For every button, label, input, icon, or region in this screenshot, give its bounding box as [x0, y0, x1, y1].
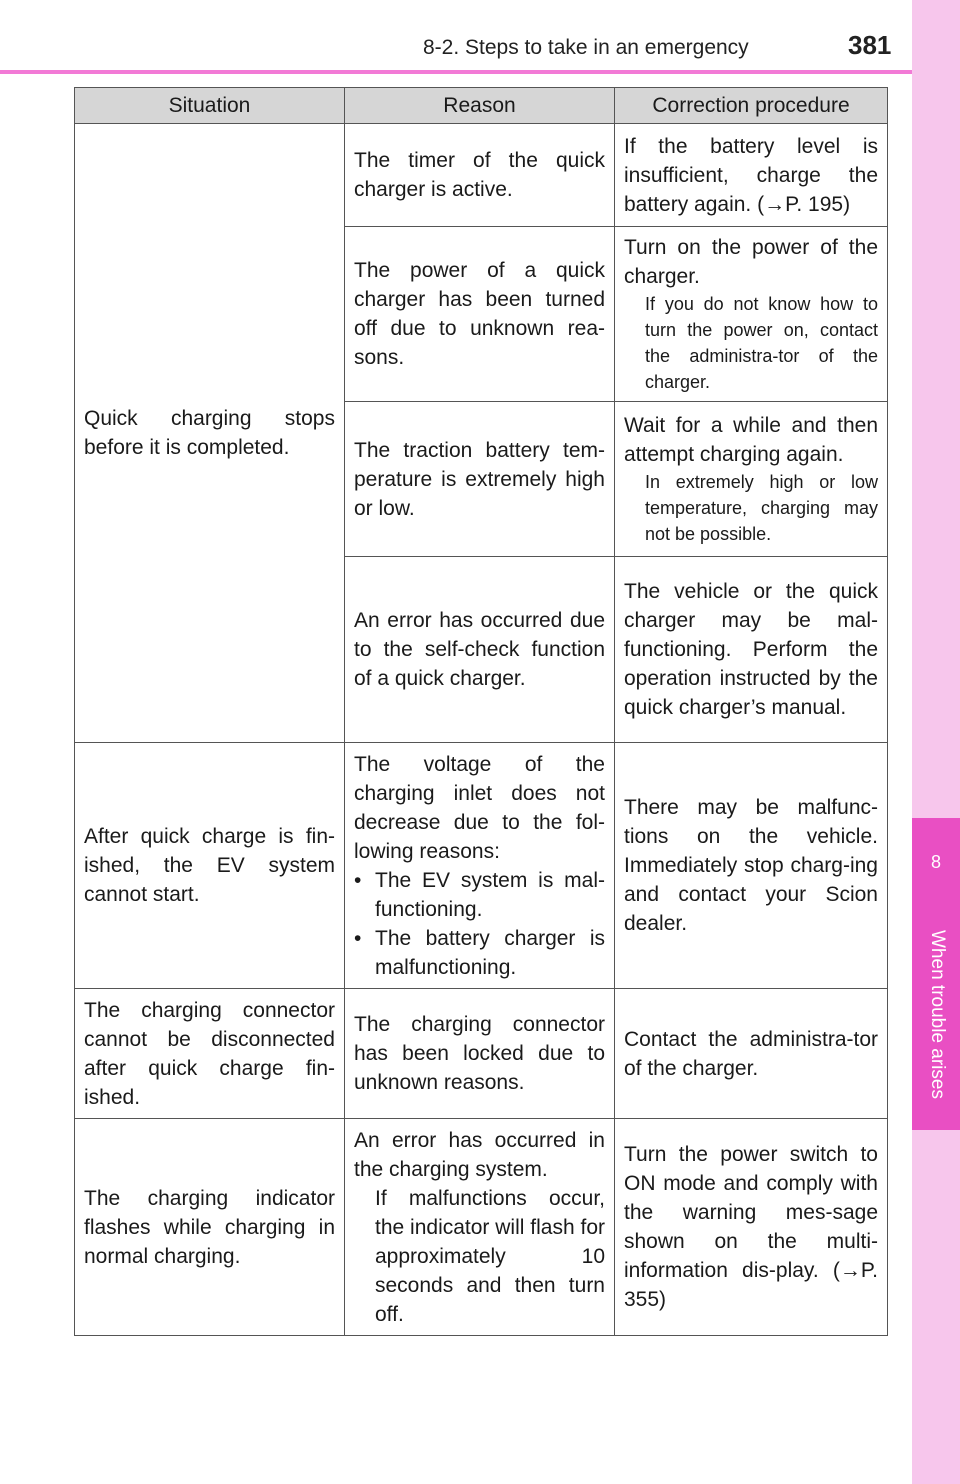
table-row: [75, 124, 888, 227]
column-header-situation: Situation: [75, 88, 345, 124]
correction-text: Wait for a while and then attempt charging again.: [624, 414, 878, 466]
reason-cell: The power of a quick charger has been turned off due to unknown rea-sons.: [345, 227, 615, 402]
reason-cell: [345, 1119, 615, 1336]
column-header-correction: Correction procedure: [615, 88, 888, 124]
correction-cell: [615, 402, 888, 557]
troubleshooting-table: [74, 87, 888, 1336]
table-row: [75, 743, 888, 989]
reason-cell: An error has occurred due to the self-check function of a quick charger.: [345, 557, 615, 743]
correction-cell: The vehicle or the quick charger may be mal-functioning. Perform the operation instructed by the quick charger’s manual.: [615, 557, 888, 743]
situation-cell: After quick charge is fin-ished, the EV system cannot start.: [75, 743, 345, 989]
header-rule: [0, 70, 912, 74]
correction-cell: [615, 227, 888, 402]
correction-cell: Turn the power switch to ON mode and comply with the warning mes-sage shown on the multi-information dis-play. (→P. 355): [615, 1119, 888, 1336]
correction-note: If you do not know how to turn the power on, contact the administra-tor of the charger.: [645, 294, 878, 392]
correction-cell: There may be malfunc-tions on the vehicle. Immediately stop charg-ing and contact your Scion dealer.: [615, 743, 888, 989]
bullet-item: • The EV system is mal-functioning.: [354, 866, 605, 924]
situation-cell: Quick charging stops before it is completed.: [75, 124, 345, 743]
situation-cell: The charging indicator flashes while charging in normal charging.: [75, 1119, 345, 1336]
column-header-reason: Reason: [345, 88, 615, 124]
chapter-label: When trouble arises: [927, 930, 948, 1099]
table-header-row: [75, 88, 888, 124]
reason-cell: [345, 743, 615, 989]
situation-cell: The charging connector cannot be disconnected after quick charge fin-ished.: [75, 989, 345, 1119]
chapter-number: 8: [930, 852, 941, 872]
page-number: 381: [848, 30, 892, 60]
bullet-item: • The battery charger is malfunctioning.: [354, 924, 605, 982]
correction-cell: Contact the administra-tor of the charger.: [615, 989, 888, 1119]
reason-detail: If malfunctions occur, the indicator will flash for approximately 10 seconds and then turn off.: [375, 1186, 605, 1326]
chapter-side-tab: [912, 0, 960, 1484]
reason-cell: The timer of the quick charger is active.: [345, 124, 615, 227]
table-row: [75, 989, 888, 1119]
reason-cell: The traction battery tem-perature is extremely high or low.: [345, 402, 615, 557]
reason-intro: An error has occurred in the charging system.: [354, 1128, 605, 1181]
section-title: 8-2. Steps to take in an emergency: [423, 36, 749, 59]
correction-cell: If the battery level is insufficient, charge the battery again. (→P. 195): [615, 124, 888, 227]
reason-bullets: [354, 866, 605, 982]
correction-text: Turn on the power of the charger.: [624, 236, 878, 288]
reason-cell: The charging connector has been locked due to unknown reasons.: [345, 989, 615, 1119]
table-row: [75, 1119, 888, 1336]
correction-note: In extremely high or low temperature, charging may not be possible.: [645, 472, 878, 544]
reason-intro: The voltage of the charging inlet does not decrease due to the fol-lowing reasons:: [354, 752, 605, 863]
